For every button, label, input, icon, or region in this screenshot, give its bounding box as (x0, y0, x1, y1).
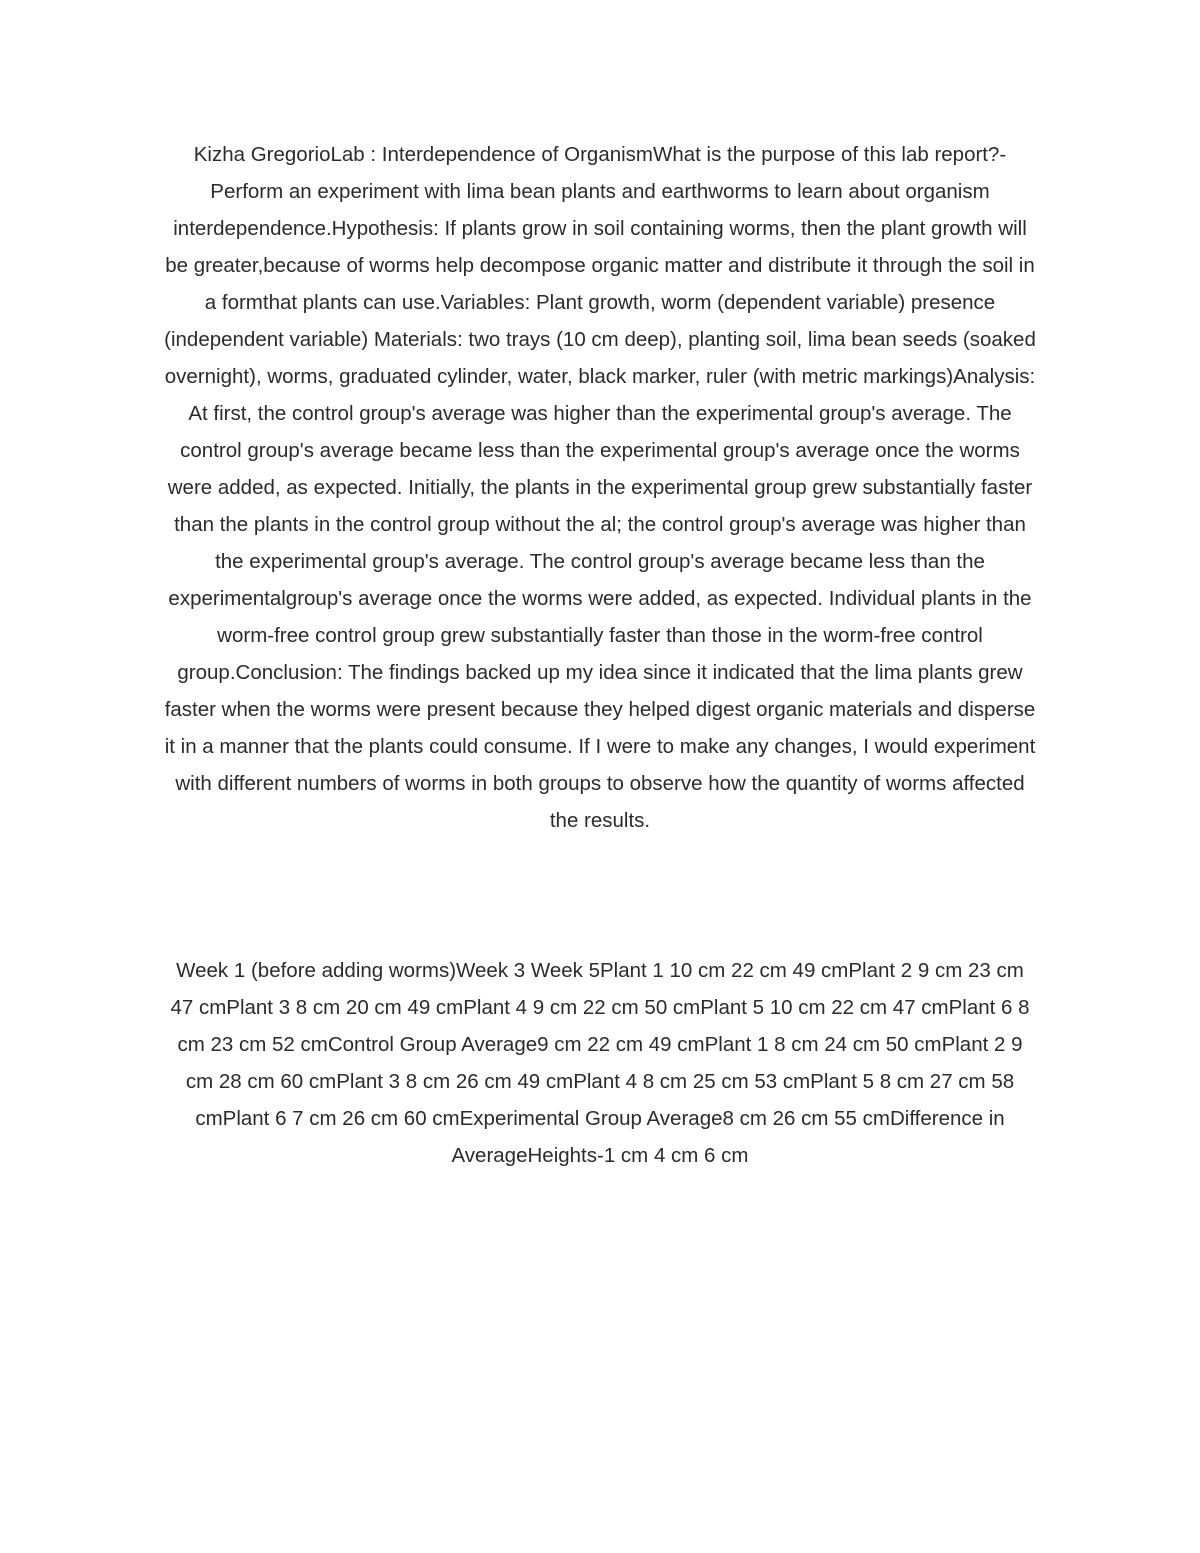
data-line: cm 28 cm 60 cmPlant 3 8 cm 26 cm 49 cmPlant 4 8 cm 25 cm 53 cmPlant 5 8 cm 27 cm 58 (185, 1070, 1015, 1093)
data-line: AverageHeights-1 cm 4 cm 6 cm (451, 1144, 749, 1167)
data-line: cm 23 cm 52 cmControl Group Average9 cm 22 cm 49 cmPlant 1 8 cm 24 cm 50 cmPlant 2 9 (177, 1033, 1023, 1056)
body-line: a formthat plants can use.Variables: Plant growth, worm (dependent variable) presence (204, 291, 996, 314)
body-line: group.Conclusion: The findings backed up my idea since it indicated that the lima plants grew (177, 661, 1023, 684)
body-line: with different numbers of worms in both groups to observe how the quantity of worms affected (175, 772, 1025, 795)
body-line: were added, as expected. Initially, the plants in the experimental group grew substantially faster (167, 476, 1033, 499)
body-line: Perform an experiment with lima bean plants and earthworms to learn about organism (210, 180, 990, 203)
measurement-data-text (140, 952, 1060, 1174)
body-line: faster when the worms were present because they helped digest organic materials and disperse (164, 698, 1036, 721)
body-line: At first, the control group's average was higher than the experimental group's average. The (188, 402, 1012, 425)
data-line: cmPlant 6 7 cm 26 cm 60 cmExperimental Group Average8 cm 26 cm 55 cmDifference in (195, 1107, 1005, 1130)
body-line: be greater,because of worms help decompose organic matter and distribute it through the soil in (165, 254, 1035, 277)
body-line: (independent variable) Materials: two trays (10 cm deep), planting soil, lima bean seeds (soaked (164, 328, 1036, 351)
body-line: worm-free control group grew substantially faster than those in the worm-free control (217, 624, 983, 647)
data-line: 47 cmPlant 3 8 cm 20 cm 49 cmPlant 4 9 cm 22 cm 50 cmPlant 5 10 cm 22 cm 47 cmPlant 6 8 (170, 996, 1030, 1019)
body-line: Kizha GregorioLab : Interdependence of OrganismWhat is the purpose of this lab report?- (193, 143, 1007, 166)
body-line: experimentalgroup's average once the worms were added, as expected. Individual plants in the (168, 587, 1032, 610)
body-line: control group's average became less than the experimental group's average once the worms (180, 439, 1020, 462)
body-line: the results. (549, 809, 651, 832)
body-line: it in a manner that the plants could consume. If I were to make any changes, I would experiment (164, 735, 1036, 758)
body-line: the experimental group's average. The control group's average became less than the (215, 550, 985, 573)
data-line: Week 1 (before adding worms)Week 3 Week 5Plant 1 10 cm 22 cm 49 cmPlant 2 9 cm 23 cm (176, 959, 1024, 982)
lab-report-body (140, 136, 1060, 839)
body-line: overnight), worms, graduated cylinder, water, black marker, ruler (with metric markings)Analysis: (164, 365, 1036, 388)
body-line: interdependence.Hypothesis: If plants grow in soil containing worms, then the plant growth will (173, 217, 1027, 240)
body-line: than the plants in the control group without the al; the control group's average was higher than (174, 513, 1026, 536)
